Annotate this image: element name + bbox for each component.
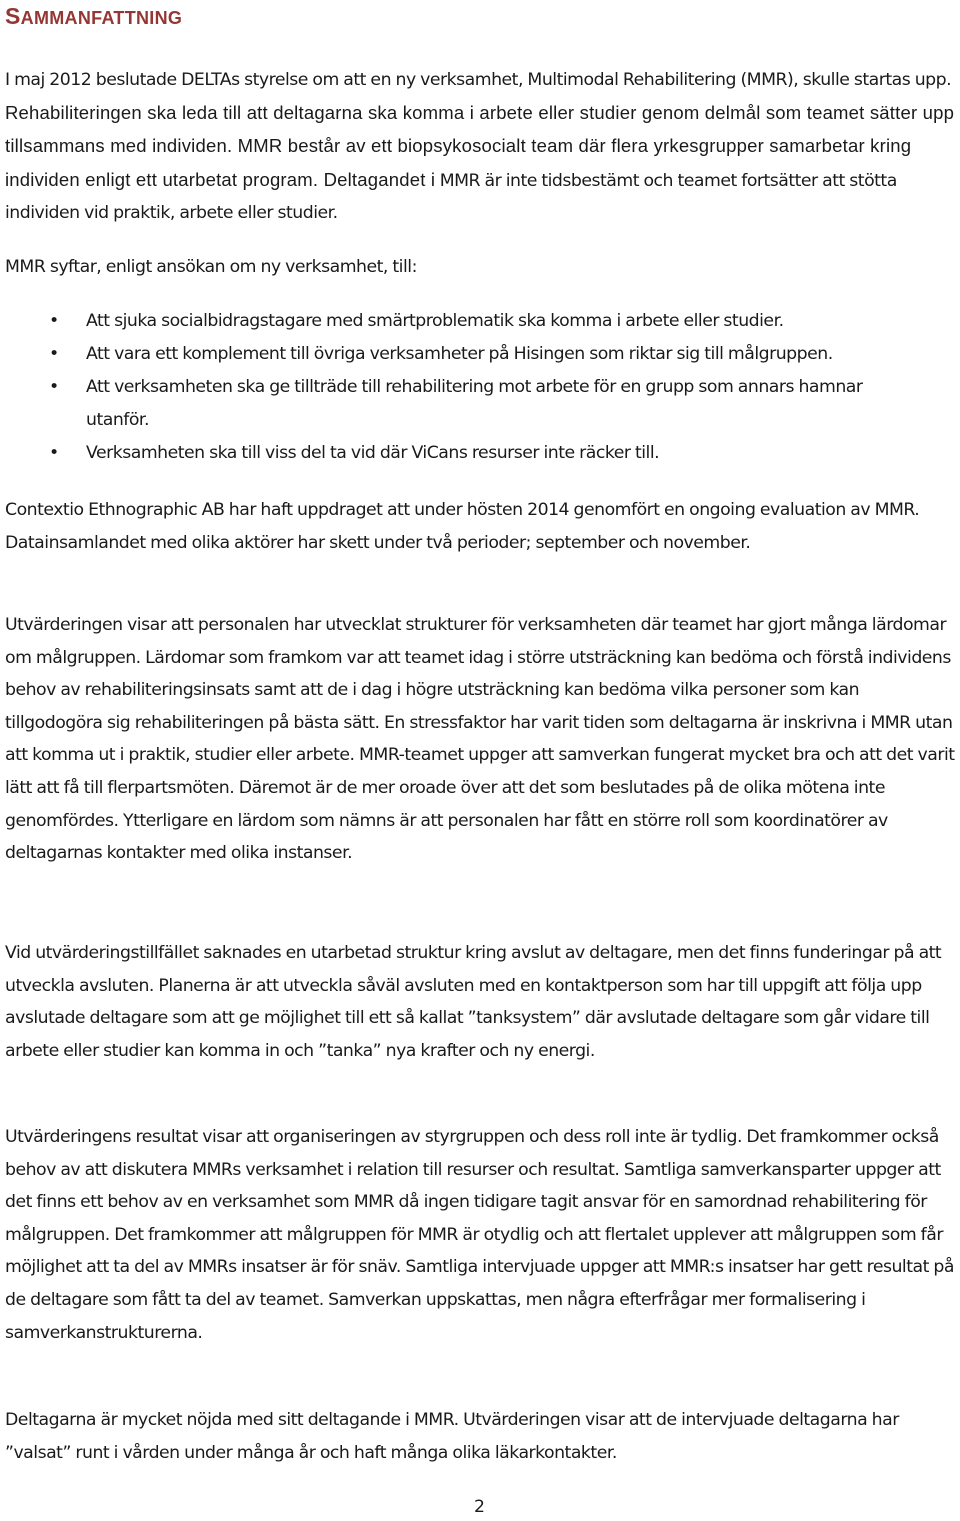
section-heading [5,2,182,32]
paragraph-contextio: Contextio Ethnographic AB har haft uppdraget att under hösten 2014 genomfört en ongoing evaluation av MMR. Datainsamlandet med olika aktörer har skett under två perioder; september och november. [5,500,920,553]
aims-list-item-text: Att sjuka socialbidragstagare med smärtproblematik ska komma i arbete eller studier. [86,311,784,331]
aims-list [5,305,960,470]
paragraph-steering-group: Utvärderingens resultat visar att organiseringen av styrgruppen och dess roll inte är tydlig. Det framkommer också behov av att diskutera MMRs verksamhet i relation till resurser och resultat. Samtliga samverkansparter uppger att det finns ett behov av en verksamhet som MMR då ingen tidigare tagit ansvar för en samordnad rehabilitering för målgruppen. Det framkommer att målgruppen för MMR är otydlig och att flertalet upplever att målgruppen som får möjlighet att ta del av MMRs insatser är för snäv. Samtliga intervjuade uppger att MMR:s insatser har gett resultat på de deltagare som fått ta del av teamet. Samverkan uppskattas, men några efterfrågar mer formalisering i samverkanstrukturerna. [5,1127,954,1343]
intro-segment-3: MMR är inte tidsbestämt och teamet fortsätter att stötta individen vid praktik, arbete eller studier. [5,170,897,224]
aims-list-item-text: Verksamheten ska till viss del ta vid där ViCans resurser inte räcker till. [86,443,660,463]
paragraph-results: Utvärderingen visar att personalen har utvecklat strukturer för verksamheten där teamet har gjort många lärdomar om målgruppen. Lärdomar som framkom var att teamet idag i större utsträckning kan bedöma och förstå individens behov av rehabiliteringsinsats samt att de i dag i högre utsträckning kan bedöma vilka personer som kan tillgodogöra sig rehabiliteringen på bästa sätt. En stressfaktor har varit tiden som deltagarna är inskrivna i MMR utan att komma ut i praktik, studier eller arbete. MMR-teamet uppger att samverkan fungerat mycket bra och att det varit lätt att få till flerpartsmöten. Däremot är de mer oroade över att det som beslutades på de olika mötena inte genomfördes. Ytterligare en lärdom som nämns är att personalen har fått en större roll som koordinatörer av deltagarnas kontakter med olika instanser. [5,615,955,864]
aims-list-item [5,305,960,338]
aims-list-item-text: Att verksamheten ska ge tillträde till rehabilitering mot arbete för en grupp som annars hamnar utanför. [86,377,863,430]
bullet-glyph: • [49,443,59,463]
aims-list-item [5,437,960,470]
paragraph-closing: Vid utvärderingstillfället saknades en utarbetad struktur kring avslut av deltagare, men det finns funderingar på att utveckla avsluten. Planerna är att utveckla såväl avsluten med en kontaktperson som har till uppgift att följa upp avslutade deltagare som att ge möjlighet till ett så kallat ”tanksystem” där avslutade deltagare som går vidare till arbete eller studier kan komma in och ”tanka” nya krafter och ny energi. [5,943,942,1061]
heading-rest: AMMANFATTNING [20,8,183,28]
aims-list-item-text: Att vara ett komplement till övriga verksamheter på Hisingen som riktar sig till målgruppen. [86,344,833,364]
aims-list-item [5,338,960,371]
bullet-glyph: • [49,377,59,397]
page-number: 2 [474,1497,485,1517]
aims-intro: MMR syftar, enligt ansökan om ny verksamhet, till: [5,257,417,277]
heading-first-letter: S [5,3,21,29]
intro-paragraph [5,64,960,230]
intro-segment-2: Rehabiliteringen ska leda till att deltagarna ska komma i arbete eller studier genom delmål som teamet sätter upp tillsammans med individen. MMR består av ett biopsykosocialt team där flera yrkesgrupper samarbetar kring individen enligt ett utarbetat program. Deltagandet i [5,101,955,190]
bullet-glyph: • [49,344,59,364]
paragraph-participants: Deltagarna är mycket nöjda med sitt deltagande i MMR. Utvärderingen visar att de intervjuade deltagarna har ”valsat” runt i vården under många år och haft många olika läkarkontakter. [5,1410,899,1463]
aims-list-item [5,371,960,437]
bullet-glyph: • [49,311,59,331]
intro-segment-1: I maj 2012 beslutade DELTAs styrelse om att en ny verksamhet, Multimodal Rehabilitering (MMR), skulle startas upp. [5,70,952,90]
